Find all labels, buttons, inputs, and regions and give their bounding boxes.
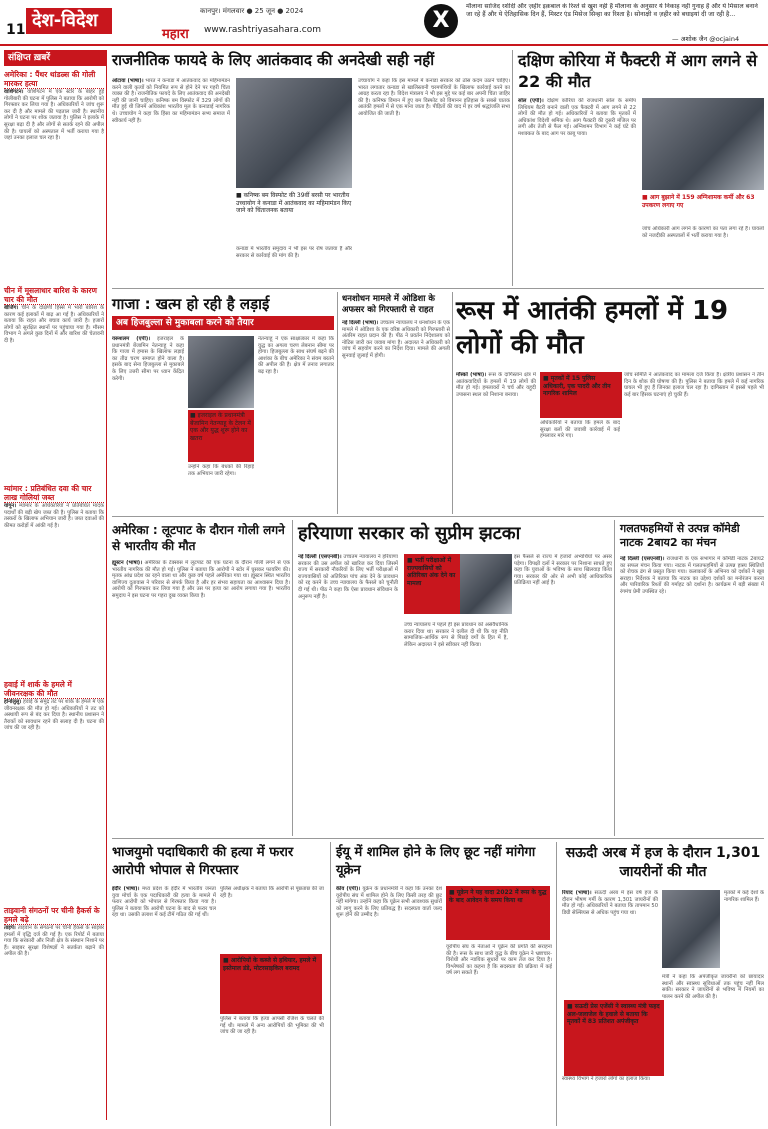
sidebar-body: बीजिंग। चीन के दक्षिणी हिस्से में भारी बारिश के कारण कई इलाकों में बाढ़ आ गई है। अधिकारियों ने बताया कि राहत और बचाव कार्य जारी है। हजारों लोगों को सुरक्षित स्थानों पर पहुंचाया गया है। मौसम विभाग ने अगले कुछ दिनों में और बारिश की चेतावनी दी है।	[4, 305, 104, 344]
article-body: इस फैसले से राज्य में हजारों अभ्यर्थियों पर असर पड़ेगा। विपक्षी दलों ने सरकार पर निशाना साधते हुए कहा कि युवाओं के भविष्य के साथ खिलवाड़ किया गया। सरकार की ओर से अभी कोई आधिकारिक प्रतिक्रिया नहीं आई है।	[514, 554, 612, 587]
article-hajj	[562, 844, 764, 1124]
article-headline: गलतफहमियों से उत्पन्न कॉमेडी नाटक 2बाय2 का मंचन	[620, 522, 740, 549]
article-headline: हरियाणा सरकार को सुप्रीम झटका	[298, 523, 521, 544]
article-photo	[188, 336, 254, 408]
sidebar-item	[4, 286, 104, 440]
column-divider	[556, 842, 557, 1126]
article-body: स्वास्थ्य विभाग ने हजारों लोगों का इलाज किया।	[562, 1076, 651, 1082]
social-handle: — अशोक जैन @ocjain4	[672, 35, 740, 43]
article-photo	[460, 554, 512, 614]
article-body: इंदौर (भाषा)। मध्य प्रदेश के इंदौर में भारतीय जनता युवा मोर्चा के एक पदाधिकारी की हत्या के मामले में फरार आरोपी को भोपाल से गिरफ्तार किया गया है। पुलिस ने बताया कि आरोपी घटना के बाद से फरार चल रहा था। उसकी तलाश में कई टीमें गठित की गई थीं।	[112, 886, 216, 919]
article-body: ओटावा (भाषा)। भारत ने कनाडा में आतंकवाद का महिमामंडन करने वाली कृत्यों को नियमित रूप से होने देने पर गहरी चिंता व्यक्त की है। राजनीतिक फायदे के लिए आतंकवाद की अनदेखी नहीं की जानी चाहिए। कनिष्क बम विस्फोट में 329 लोगों की मौत हुई थी जिनमें अधिकांश भारतीय मूल के कनाडाई नागरिक थे। उच्चायोग ने कहा कि हिंसा का महिमामंडन सभ्य समाज में स्वीकार्य नहीं है।	[112, 78, 230, 124]
article-headline: दक्षिण कोरिया में फैक्टरी में आग लगने से 22 की मौत	[518, 51, 758, 91]
page-number: 11	[6, 22, 26, 38]
sidebar-headline: म्यांमार : प्रतिबंधित दवा की चार लाख गोलियां जब्त	[4, 484, 104, 503]
article-callout: ■ यूक्रेन ने यह वादा 2022 में रूस के युद्ध के बाद आवेदन के समय किया था	[446, 886, 550, 940]
article-body: रियाद (भाषा)। सऊदी अरब में इस वर्ष हज के दौरान भीषण गर्मी के कारण 1,301 जायरीनों की मौत हो गई। अधिकारियों ने बताया कि तापमान 50 डिग्री सेल्सियस से अधिक पहुंच गया था।	[562, 890, 658, 916]
column-divider	[452, 292, 453, 514]
column-divider	[292, 520, 293, 836]
article-headline: रूस में आतंकी हमलों में 19 लोगों की मौत	[456, 296, 729, 360]
sidebar-body: वाशिंगटन। वाशिंगटन में एक स्टोर के बाहर हुई गोलीबारी की घटना में पुलिस ने बताया कि आरोपी को गिरफ्तार कर लिया गया है। अधिकारियों ने जांच शुरू कर दी है और मामले की पड़ताल जारी है। स्थानीय लोगों ने घटना पर शोक जताया है। पुलिस ने इलाके में सुरक्षा बढ़ा दी है और लोगों से सतर्क रहने की अपील की है। घायलों को अस्पताल में भर्ती कराया गया है जहां उनका इलाज चल रहा है।	[4, 89, 104, 142]
sidebar-body: होनोलुलु। हवाई के समुद्र तट पर शार्क के हमले में एक जीवनरक्षक की मौत हो गई। अधिकारियों ने तट को अस्थायी रूप से बंद कर दिया है। स्थानीय प्रशासन ने तैराकों को सावधान रहने की सलाह दी है। घटना की जांच की जा रही है।	[4, 699, 104, 732]
article-body: सोल (एपी)। दक्षिण कोरिया की राजधानी सोल के समीप लिथियम बैटरी बनाने वाली एक फैक्टरी में आग लगने से 22 लोगों की मौत हो गई। अधिकारियों ने बताया कि मृतकों में अधिकांश विदेशी श्रमिक थे। आग फैक्टरी की दूसरी मंजिल पर लगी और तेजी से फैल गई। अग्निशमन विभाग ने कई घंटे की मशक्कत के बाद आग पर काबू पाया।	[518, 98, 636, 137]
article-body: कनाडा में भारतीय समुदाय ने भी इस पर रोष जताया है और सरकार से कार्रवाई की मांग की है।	[236, 246, 352, 259]
website-link[interactable]: www.rashtriyasahara.com	[204, 25, 322, 35]
sidebar-item	[4, 680, 104, 869]
article-body: जांच समिति ने आतंकवाद का मामला दर्ज किया है। क्षेत्रीय प्रशासन ने तीन दिन के शोक की घोषणा की है। पुलिस ने बताया कि हमले में कई नागरिक घायल भी हुए हैं जिनका इलाज चल रहा है। दागिस्तान में इससे पहले भी कई बार हिंसक घटनाएं हो चुकी हैं।	[624, 372, 764, 398]
sidebar-title: संक्षिप्त ख़बरें	[4, 50, 106, 66]
sidebar-body: यांगून। म्यांमार के अधिकारियों ने प्रतिबंधित मादक पदार्थों की बड़ी खेप जब्त की है। पुलिस ने बताया कि तस्करों के खिलाफ अभियान जारी है। जब्त दवाओं की कीमत करोड़ों में आंकी गई है।	[4, 503, 104, 529]
article-body: पुलिस अधीक्षक ने बताया कि आरोपी से पूछताछ की जा रही है।	[220, 886, 324, 899]
sidebar-body: ताइपे। ताइवान के संगठनों पर चीनी हैकर्स के साइबर हमलों में वृद्धि दर्ज की गई है। एक रिपोर्ट में बताया गया कि सरकारी और निजी क्षेत्र के संस्थान निशाने पर हैं। साइबर सुरक्षा विशेषज्ञों ने सतर्कता बढ़ाने की अपील की है।	[4, 925, 104, 958]
article-terror-politics	[112, 50, 510, 274]
article-body: उच्चायोग ने कहा कि इस मामले में कनाडा सरकार को ठोस कदम उठाने चाहिए। भारत लगातार कनाडा से खालिस्तानी चरमपंथियों के खिलाफ कार्रवाई करने का आग्रह करता रहा है। विदेश मंत्रालय ने भी इस मुद्दे पर कई बार अपनी चिंता जाहिर की है। कनिष्क विमान में हुए बम विस्फोट को विमानन इतिहास के सबसे घातक आतंकी हमलों में से एक माना जाता है। पीड़ितों की याद में हर वर्ष श्रद्धांजलि सभा आयोजित की जाती है।	[358, 78, 510, 117]
sidebar-headline: ताइवानी संगठनों पर चीनी हैकर्स के हमले बढ़े	[4, 906, 104, 925]
article-subhead: अब हिजबुल्ला से मुकाबला करने को तैयार	[112, 316, 334, 330]
column-divider	[330, 842, 331, 1126]
column-divider	[337, 292, 338, 514]
article-us-loot	[112, 522, 290, 834]
sidebar-item	[4, 906, 104, 1125]
sidebar-item	[4, 70, 104, 239]
article-callout: ■ सऊदी प्रेस एजेंसी ने स्वास्थ्य मंत्री फहद अल-जलाजेल के हवाले से बताया कि मृतकों में 83 प्रतिशत अपंजीकृत	[564, 1000, 664, 1076]
section-divider	[112, 838, 764, 839]
article-callout: ■ मृतकों में 15 पुलिस अधिकारी, एक पादरी और तीन नागरिक शामिल	[540, 372, 622, 418]
article-headline: राजनीतिक फायदे के लिए आतंकवाद की अनदेखी सही नहीं	[112, 51, 435, 69]
article-body: यरूशलम (एपी)। इजराइल के प्रधानमंत्री बेंजामिन नेतन्याहू ने कहा कि गाजा में हमास के खिलाफ लड़ाई का तीव्र चरण समाप्त होने वाला है। इसके बाद सेना हिजबुल्ला से मुकाबले के लिए उत्तरी सीमा पर ध्यान केंद्रित करेगी।	[112, 336, 184, 382]
article-body: अधिकारियों ने बताया कि हमले के बाद सुरक्षा बलों की जवाबी कार्रवाई में कई हमलावर मारे गए।	[540, 420, 620, 440]
column-divider	[512, 50, 513, 286]
article-headline: सऊदी अरब में हज के दौरान 1,301 जायरीनों की मौत	[565, 845, 761, 880]
article-headline: भाजयुमो पदाधिकारी की हत्या में फरार आरोपी भोपाल से गिरफ्तार	[112, 845, 294, 878]
page-header	[0, 0, 768, 44]
photo-caption: ■ कनिष्क बम विस्फोट की 39वीं बरसी पर भारतीय उच्चायोग ने कनाडा में आतंकवाद का महिमामंडन किए जाने को चिंताजनक बताया	[236, 192, 352, 214]
brief-news-sidebar	[4, 50, 107, 1120]
article-body: पुलिस ने बताया कि हत्या आपसी रंजिश के चलते की गई थी। मामले में अन्य आरोपियों की भूमिका की भी जांच की जा रही है।	[220, 1016, 324, 1036]
section-divider	[112, 516, 764, 517]
sidebar-headline: चीन में मूसलाधार बारिश के कारण चार की मौत	[4, 286, 104, 305]
article-body: नेतन्याहू ने एक साक्षात्कार में कहा कि युद्ध का अगला चरण लेबनान सीमा पर होगा। हिजबुल्ला के साथ संघर्ष बढ़ने की आशंका के बीच अमेरिका ने संयम बरतने की अपील की है। क्षेत्र में तनाव लगातार बढ़ रहा है।	[258, 336, 334, 375]
header-rule	[0, 44, 768, 46]
article-headline: अमेरिका : लूटपाट के दौरान गोली लगने से भारतीय की मौत	[112, 523, 285, 553]
article-korea-fire	[518, 50, 764, 286]
article-body: कीव (एपी)। यूक्रेन के प्रधानमंत्री ने कहा कि उनका देश यूरोपीय संघ में शामिल होने के लिए किसी तरह की छूट नहीं मांगेगा। उन्होंने कहा कि यूक्रेन सभी आवश्यक सुधारों को लागू करने के लिए प्रतिबद्ध है। सदस्यता वार्ता जल्द शुरू होने की उम्मीद है।	[336, 886, 442, 919]
article-body: ह्यूस्टन (भाषा)। अमेरिका के टेक्सास में लूटपाट की एक घटना के दौरान गोली लगने से एक भारतीय नागरिक की मौत हो गई। पुलिस ने बताया कि आरोपी ने स्टोर में घुसकर फायरिंग की। मृतक आंध्र प्रदेश का रहने वाला था और कुछ वर्ष पहले अमेरिका गया था। ह्यूस्टन स्थित भारतीय वाणिज्य दूतावास ने परिवार से संपर्क किया है और हर संभव सहायता का आश्वासन दिया है। आरोपी को गिरफ्तार कर लिया गया है और उस पर हत्या का आरोप लगाया गया है। भारतीय समुदाय ने इस घटना पर गहरा दुख व्यक्त किया है।	[112, 560, 290, 599]
photo-caption: ■ इजराइल के प्रधानमंत्री बेंजामिन नेतन्याहू के टेलन में एक और युद्ध शुरू होने का खतरा	[188, 410, 254, 462]
social-blurb: मौलाना साजिद रशीदी और ज़हीर इक़बाल के रिश्ते से खुश नहीं हैं मौलाना के अनुसार ये निकाह नहीं गुनाह है और ये मिसाल बनाने जा रहे हैं और ये ऐतिहासिक दिन हैं, मिस्टर एंड मिसेज सिन्हा का रिश्ता है। सोनाक्षी व ज़हीर को बधाइयां दी जा रही है...	[466, 3, 758, 18]
article-body: मॉस्को (भाषा)। रूस के दागिस्तान क्षेत्र में आतंकवादियों के हमलों में 19 लोगों की मौत हो गई। हमलावरों ने चर्च और यहूदी उपासना स्थल को निशाना बनाया।	[456, 372, 536, 398]
sidebar-item	[4, 484, 104, 643]
article-body: मृतकों में कई देशों के नागरिक शामिल हैं।	[724, 890, 764, 903]
x-logo-icon: X	[424, 4, 458, 38]
article-body: यूरोपीय संघ के नेताओं ने यूक्रेन की प्रगति की सराहना की है। रूस के साथ जारी युद्ध के बीच यूक्रेन ने भ्रष्टाचार-विरोधी और न्यायिक सुधारों पर काम तेज कर दिया है। विश्लेषकों का कहना है कि सदस्यता की प्रक्रिया में कई वर्ष लग सकते हैं।	[446, 944, 552, 977]
article-body: जांच अधिकारी आग लगने के कारणों का पता लगा रहे हैं। घायलों को नजदीकी अस्पतालों में भर्ती कराया गया है।	[642, 226, 764, 239]
article-gaza	[112, 294, 334, 512]
article-photo	[662, 890, 720, 968]
dateline: कानपुर। मंगलवार ● 25 जून ● 2024	[200, 7, 304, 15]
article-body: नई दिल्ली (एसएनबी)। राजधानी के एक सभागार में कॉमेडी नाटक 2बाय2 का सफल मंचन किया गया। नाटक में गलतफहमियों से उत्पन्न हास्य स्थितियों को रोचक ढंग से प्रस्तुत किया गया। कलाकारों के अभिनय को दर्शकों ने खूब सराहा। निर्देशक ने बताया कि नाटक का उद्देश्य दर्शकों का मनोरंजन करना और पारिवारिक रिश्तों की गर्माहट को दर्शाना है। कार्यक्रम में बड़ी संख्या में रंगमंच प्रेमी उपस्थित रहे।	[620, 556, 764, 595]
article-headline: ईयू में शामिल होने के लिए छूट नहीं मांगेगा यूक्रेन	[336, 845, 536, 878]
article-body: उन्होंने कहा कि बंधकों की रिहाई तक अभियान जारी रहेगा।	[188, 464, 254, 477]
article-headline: धनशोधन मामले में ओडिशा के अफसर को गिरफ्तारी से राहत	[342, 294, 435, 315]
logo-text: महारा	[162, 27, 189, 42]
article-body: उच्च न्यायालय ने पहले ही इस प्रावधान को असंवैधानिक करार दिया था। सरकार ने दलील दी थी कि यह नीति सामाजिक-आर्थिक रूप से पिछड़े वर्गों के हित में है, लेकिन अदालत ने इसे स्वीकार नहीं किया।	[404, 622, 508, 648]
sidebar-headline: हवाई में शार्क के हमले में जीवनरक्षक की मौत	[4, 680, 104, 699]
article-odisha	[342, 294, 450, 512]
article-photo	[236, 78, 352, 188]
article-body: नई दिल्ली (भाषा)। उच्चतम न्यायालय ने धनशोधन के एक मामले में ओडिशा के एक वरिष्ठ अधिकारी को गिरफ्तारी से अंतरिम राहत प्रदान की है। पीठ ने प्रवर्तन निदेशालय को नोटिस जारी कर जवाब मांगा है। अदालत ने अधिकारी को जांच में सहयोग करने का निर्देश दिया। मामले की अगली सुनवाई जुलाई में होगी।	[342, 320, 450, 359]
article-russia	[456, 294, 764, 512]
article-body: नई दिल्ली (एसएनबी)। उच्चतम न्यायालय ने हरियाणा सरकार की उस अपील को खारिज कर दिया जिसमें राज्य में सरकारी नौकरियों के लिए भर्ती परीक्षाओं में राज्यवासियों को अतिरिक्त पांच अंक देने के प्रावधान को रद्द करने के उच्च न्यायालय के फैसले को चुनौती दी गई थी। पीठ ने कहा कि ऐसा प्रावधान संविधान के अनुरूप नहीं है।	[298, 554, 398, 600]
section-title: देश-विदेश	[26, 8, 112, 34]
photo-caption: ■ आग बुझाने में 159 अग्निशामक कर्मी और 63 उपकरण लगाए गए	[642, 194, 755, 209]
column-divider	[614, 520, 615, 836]
article-comedy	[620, 522, 764, 834]
article-photo	[642, 98, 764, 190]
article-haryana	[298, 522, 612, 834]
article-callout: ■ भर्ती परीक्षाओं में राज्यवासियों को अतिरिक्त अंक देने का मामला	[404, 554, 462, 614]
article-callout: ■ आरोपियों के कब्जे से हथियार, हमले में इस्तेमाल डंडे, मोटरसाइकिल बरामद	[220, 954, 322, 1014]
article-ukraine	[336, 844, 552, 1124]
article-headline: गाजा : खत्म हो रही है लड़ाई	[112, 295, 270, 313]
article-bjym	[112, 844, 326, 1124]
sidebar-headline: अमेरिका : पैंथर थांडल्र्स की गोली मारकर हत्या	[4, 70, 104, 89]
section-divider	[112, 288, 764, 289]
article-body: मंत्री ने कहा कि अपंजीकृत जायरीनों को छायादार स्थानों और स्वास्थ्य सुविधाओं तक पहुंच नहीं मिल सकी। सरकार ने जायरीनों से भविष्य में नियमों का पालन करने की अपील की है।	[662, 974, 764, 1000]
